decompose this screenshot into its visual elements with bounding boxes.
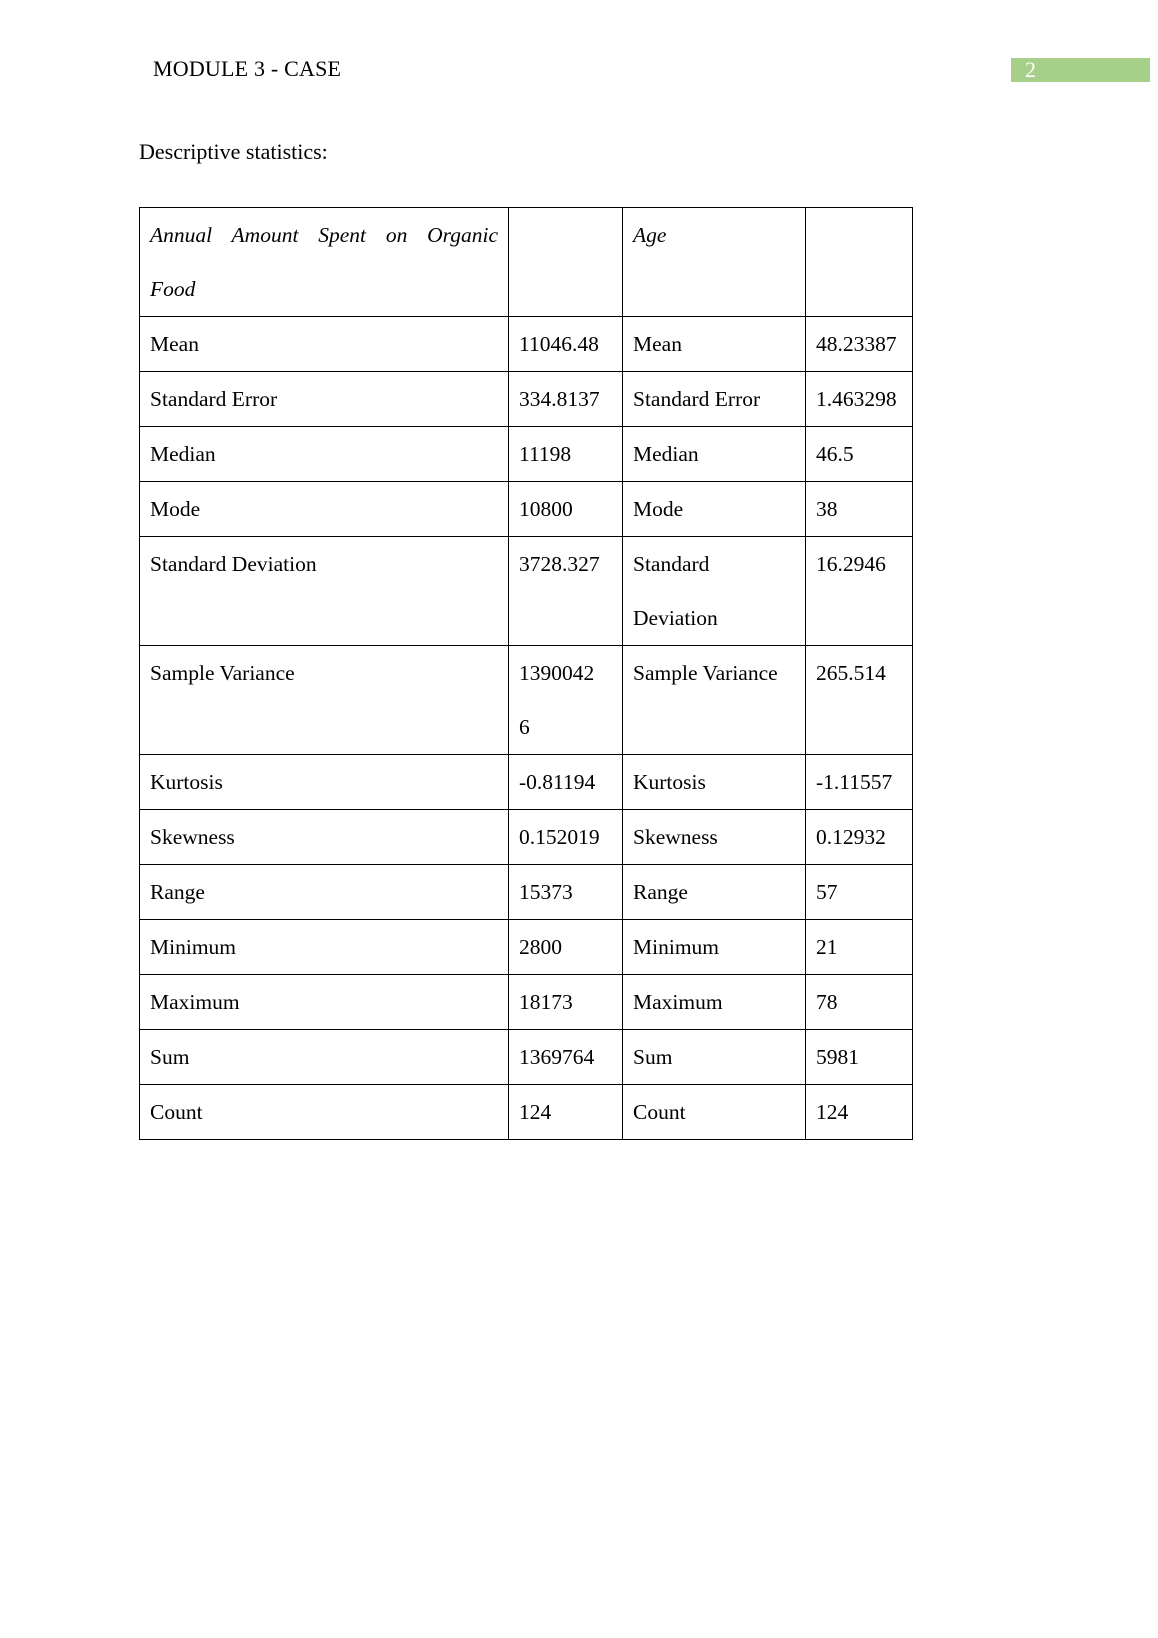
stat-value: 0.152019	[509, 810, 623, 865]
stat-value: 5981	[806, 1030, 913, 1085]
stat-label-line1: Standard	[633, 552, 710, 576]
stat-value: 2800	[509, 920, 623, 975]
stat-value: -1.11557	[806, 755, 913, 810]
stat-value: 38	[806, 482, 913, 537]
header-empty-1	[509, 208, 623, 317]
stat-label: Count	[623, 1085, 806, 1140]
descriptive-statistics-table	[139, 207, 913, 1140]
header-organic-food-line1: Annual Amount Spent on Organic	[150, 223, 498, 247]
stat-value: 1369764	[509, 1030, 623, 1085]
stat-label	[623, 537, 806, 646]
stat-value: 3728.327	[509, 537, 623, 646]
table-row	[140, 372, 913, 427]
stat-label: Standard Error	[140, 372, 509, 427]
table-row	[140, 1085, 913, 1140]
stat-value: 78	[806, 975, 913, 1030]
stat-label: Mode	[140, 482, 509, 537]
table-row	[140, 646, 913, 755]
stat-label: Kurtosis	[623, 755, 806, 810]
stat-label: Sample Variance	[140, 646, 509, 755]
header-empty-2	[806, 208, 913, 317]
stat-label: Sample Variance	[623, 646, 806, 755]
stat-value: 0.12932	[806, 810, 913, 865]
stat-label: Kurtosis	[140, 755, 509, 810]
stat-label: Count	[140, 1085, 509, 1140]
table-row	[140, 427, 913, 482]
stat-label: Sum	[623, 1030, 806, 1085]
stat-label: Median	[140, 427, 509, 482]
stat-value: 21	[806, 920, 913, 975]
stat-value: 48.23387	[806, 317, 913, 372]
stat-label: Mean	[140, 317, 509, 372]
stat-label: Range	[140, 865, 509, 920]
stat-label: Sum	[140, 1030, 509, 1085]
stat-value: 334.8137	[509, 372, 623, 427]
stat-value: 11198	[509, 427, 623, 482]
stat-value: 15373	[509, 865, 623, 920]
stat-value-line2: 6	[519, 715, 530, 739]
table-row	[140, 920, 913, 975]
stat-label: Maximum	[140, 975, 509, 1030]
running-head-title: MODULE 3 - CASE	[153, 56, 342, 81]
stat-value: 124	[509, 1085, 623, 1140]
stat-label: Mean	[623, 317, 806, 372]
stat-value: 57	[806, 865, 913, 920]
table-row	[140, 482, 913, 537]
section-heading: Descriptive statistics:	[139, 139, 328, 164]
stat-value: 1.463298	[806, 372, 913, 427]
table-row	[140, 1030, 913, 1085]
stat-value: 18173	[509, 975, 623, 1030]
table-row	[140, 317, 913, 372]
stat-value: 16.2946	[806, 537, 913, 646]
header-organic-food-line2: Food	[150, 277, 196, 301]
stat-value: 46.5	[806, 427, 913, 482]
stat-label: Maximum	[623, 975, 806, 1030]
header-organic-food	[140, 208, 509, 317]
stat-label: Skewness	[623, 810, 806, 865]
stat-value: 124	[806, 1085, 913, 1140]
table-row	[140, 865, 913, 920]
page-number: 2	[1025, 57, 1036, 82]
header-age: Age	[623, 208, 806, 317]
table-header-row	[140, 208, 913, 317]
page-number-badge	[1011, 58, 1150, 82]
stat-value-line1: 1390042	[519, 661, 595, 685]
stat-label: Minimum	[623, 920, 806, 975]
stat-value	[509, 646, 623, 755]
stat-value: 265.514	[806, 646, 913, 755]
stat-label: Mode	[623, 482, 806, 537]
stat-value: 10800	[509, 482, 623, 537]
stat-label: Standard Error	[623, 372, 806, 427]
stat-label: Minimum	[140, 920, 509, 975]
stat-label: Standard Deviation	[140, 537, 509, 646]
table-row	[140, 975, 913, 1030]
stat-value: 11046.48	[509, 317, 623, 372]
stat-label: Median	[623, 427, 806, 482]
table-row	[140, 755, 913, 810]
table-row	[140, 810, 913, 865]
stat-value: -0.81194	[509, 755, 623, 810]
stat-label-line2: Deviation	[633, 606, 718, 630]
table-row	[140, 537, 913, 646]
stat-label: Skewness	[140, 810, 509, 865]
stat-label: Range	[623, 865, 806, 920]
